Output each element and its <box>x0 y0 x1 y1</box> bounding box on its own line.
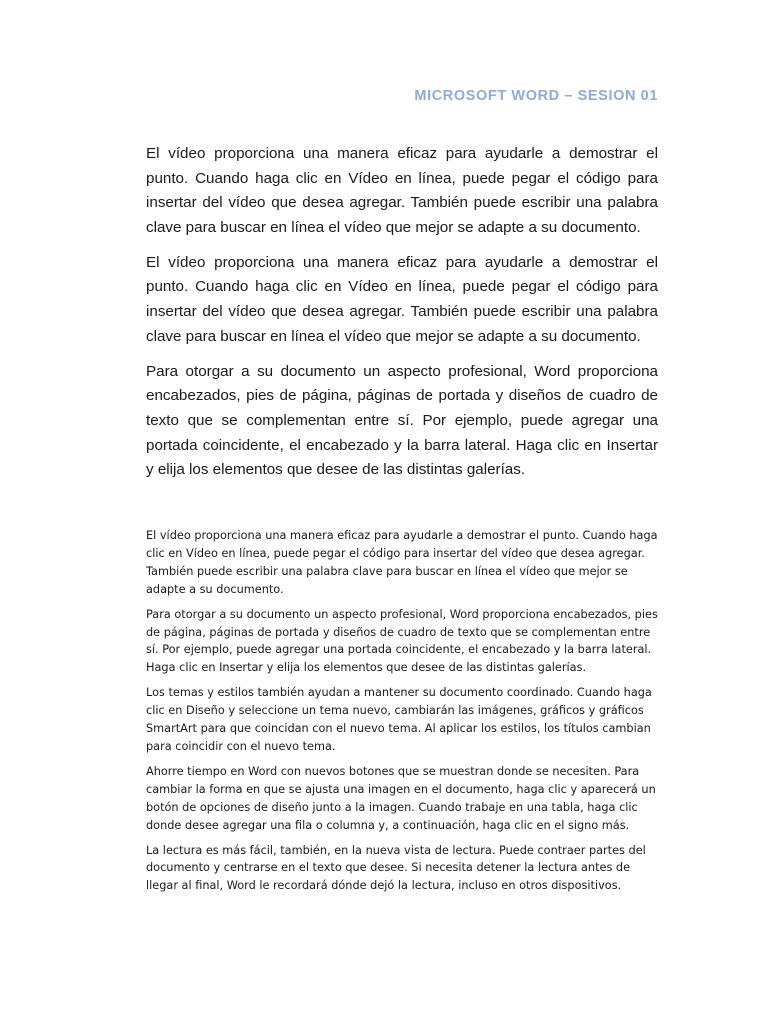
small-paragraph: La lectura es más fácil, también, en la nueva vista de lectura. Puede contraer partes del documento y centrarse en el texto que desee. Si necesita detener la lectura antes de llegar al final, Word le recordará dónde dejó la lectura, incluso en otros dispositivos. <box>146 843 646 893</box>
small-paragraph: Para otorgar a su documento un aspecto profesional, Word proporciona encabezados, pies de página, páginas de portada y diseños de cuadro de texto que se complementan entre sí. Por ejemplo, puede agregar una portada coincidente, el encabezado y la barra lateral. Haga clic en Insertar y elija los elementos que desee de las distintas galerías. <box>146 607 658 675</box>
large-paragraph: Para otorgar a su documento un aspecto profesional, Word proporciona encabezados, pies de página, páginas de portada y diseños de cuadro de texto que se complementan entre sí. Por ejemplo, puede agregar una portada coincidente, el encabezado y la barra lateral. Haga clic en Insertar y elija los elementos que desee de las distintas galerías. <box>146 362 658 479</box>
small-paragraph: Los temas y estilos también ayudan a mantener su documento coordinado. Cuando haga clic en Diseño y seleccione un tema nuevo, cambiarán las imágenes, gráficos y gráficos SmartArt para que coincidan con el nuevo tema. Al aplicar los estilos, los títulos cambian para coincidir con el nuevo tema. <box>146 686 652 753</box>
large-paragraph: El vídeo proporciona una manera eficaz para ayudarle a demostrar el punto. Cuando haga clic en Vídeo en línea, puede pegar el código para insertar del vídeo que desea agregar. También puede escribir una palabra clave para buscar en línea el vídeo que mejor se adapte a su documento. <box>146 253 658 345</box>
small-paragraph: Ahorre tiempo en Word con nuevos botones que se muestran donde se necesiten. Para cambiar la forma en que se ajusta una imagen en el documento, haga clic y aparecerá un botón de opciones de diseño junto a la imagen. Cuando trabaje en una tabla, haga clic donde desee agregar una fila o columna y, a continuación, haga clic en el signo más. <box>146 764 656 832</box>
document-header-title: MICROSOFT WORD – SESION 01 <box>414 88 658 104</box>
large-text-section <box>146 142 658 493</box>
small-paragraph: El vídeo proporciona una manera eficaz para ayudarle a demostrar el punto. Cuando haga clic en Vídeo en línea, puede pegar el código para insertar del vídeo que desea agregar. También puede escribir una palabra clave para buscar en línea el vídeo que mejor se adapte a su documento. <box>146 529 658 596</box>
small-text-section <box>146 527 664 902</box>
large-paragraph: El vídeo proporciona una manera eficaz para ayudarle a demostrar el punto. Cuando haga clic en Vídeo en línea, puede pegar el código para insertar del vídeo que desea agregar. También puede escribir una palabra clave para buscar en línea el vídeo que mejor se adapte a su documento. <box>146 145 658 236</box>
